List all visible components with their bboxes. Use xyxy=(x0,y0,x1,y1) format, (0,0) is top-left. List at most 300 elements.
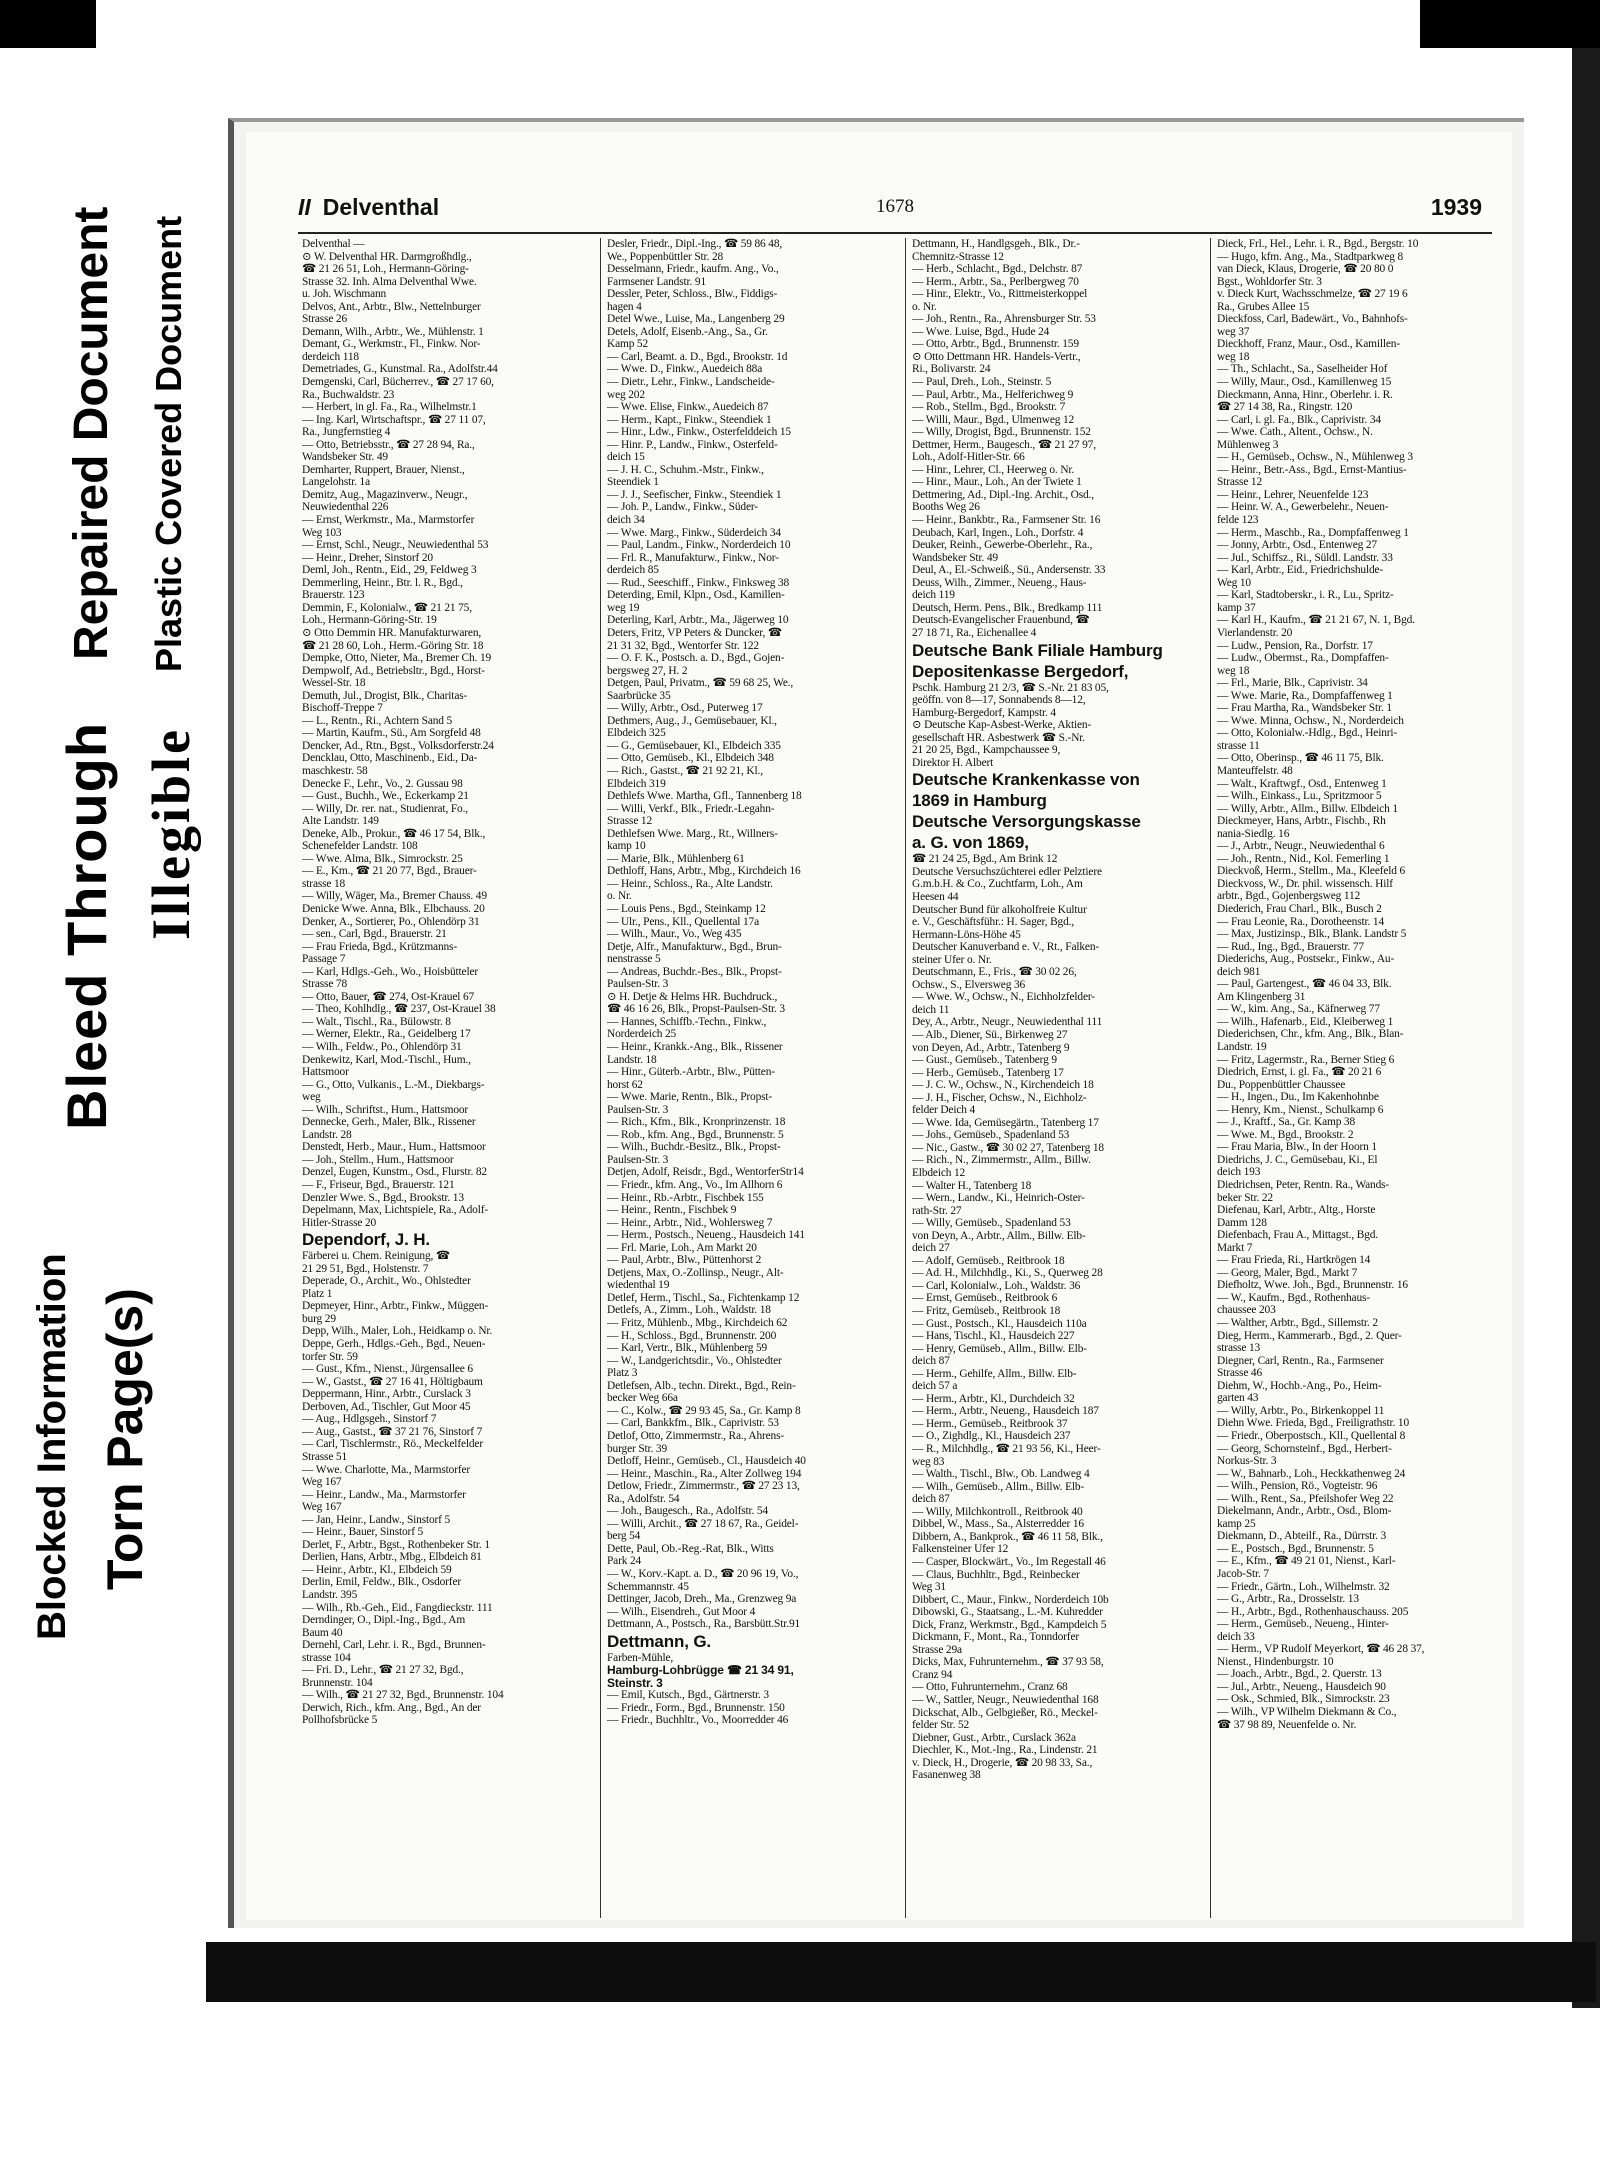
directory-entry-line: — Walter H., Tatenberg 18 xyxy=(912,1179,1032,1192)
directory-entry-line: — Hinr., Lehrer, Cl., Heerweg o. Nr. xyxy=(912,463,1075,476)
directory-heading: Depositenkasse Bergedorf, xyxy=(912,661,1129,681)
directory-entry-line: strasse 18 xyxy=(302,877,346,890)
directory-entry-line: Dethlefs Wwe. Martha, Gfl., Tannenberg 18 xyxy=(607,790,802,803)
directory-entry-line: — Friedr., Oberpostsch., Kll., Quellental 8 xyxy=(1217,1429,1406,1442)
directory-entry-line: Am Klingenberg 31 xyxy=(1217,990,1306,1003)
column-divider xyxy=(1210,238,1211,1918)
directory-entry-line: Diederichsen, Chr., kfm. Ang., Blk., Blan- xyxy=(1217,1028,1404,1041)
directory-entry-line: — Wwe. Alma, Blk., Simrockstr. 25 xyxy=(302,852,463,865)
directory-entry-line: — Otto, Fuhrunternehm., Cranz 68 xyxy=(912,1681,1068,1694)
directory-entry-line: wiedenthal 19 xyxy=(607,1279,670,1292)
directory-entry-line: ☎ 21 28 60, Loh., Herm.-Göring Str. 18 xyxy=(302,639,484,652)
directory-entry-line: Demuth, Jul., Drogist, Blk., Charitas- xyxy=(302,689,468,702)
directory-heading: a. G. von 1869, xyxy=(912,833,1029,853)
directory-entry-line: — Wwe. Elise, Finkw., Auedeich 87 xyxy=(607,401,769,414)
directory-entry-line: — Wwe. Cath., Altent., Ochsw., N. xyxy=(1217,426,1373,439)
directory-entry-line: Dettmer, Herm., Baugesch., ☎ 21 27 97, xyxy=(912,438,1096,451)
directory-heading: 1869 in Hamburg xyxy=(912,791,1047,811)
directory-entry-line: Strasse 51 xyxy=(302,1450,348,1463)
directory-entry-line: — Carl, i. gl. Fa., Blk., Caprivistr. 34 xyxy=(1217,413,1381,426)
directory-entry-line: Denzel, Eugen, Kunstm., Osd., Flurstr. 82 xyxy=(302,1166,487,1179)
plastic-covered-label: Plastic Covered Document xyxy=(148,215,189,672)
directory-entry-line: Detlof, Otto, Zimmermstr., Ra., Ahrens- xyxy=(607,1429,785,1442)
directory-entry-line: — Heinr., Landw., Ma., Marmstorfer xyxy=(302,1488,466,1501)
directory-entry-line: strasse 13 xyxy=(1217,1342,1261,1355)
directory-entry-line: Diefenbach, Frau A., Mittagst., Bgd. xyxy=(1217,1229,1379,1242)
directory-entry-line: Norkus-Str. 3 xyxy=(1217,1455,1277,1468)
directory-entry-line: weg 18 xyxy=(1217,664,1250,677)
directory-entry-line: Derboven, Ad., Tischler, Gut Moor 45 xyxy=(302,1400,471,1413)
directory-entry-line: Passage 7 xyxy=(302,953,346,966)
blocked-information-label: Blocked Information xyxy=(30,1253,74,1640)
directory-entry-line: — Paul, Arbtr., Ma., Helferichweg 9 xyxy=(912,388,1074,401)
directory-entry-line: — Herm., VP Rudolf Meyerkort, ☎ 46 28 37, xyxy=(1217,1643,1425,1656)
directory-entry-line: — Willy, Arbtr., Po., Birkenkoppel 11 xyxy=(1217,1404,1385,1417)
directory-entry-line: — W., Sattler, Neugr., Neuwiedenthal 168 xyxy=(912,1693,1099,1706)
directory-entry-line: berg 54 xyxy=(607,1530,641,1543)
directory-entry-line: Weg 167 xyxy=(302,1476,342,1489)
directory-heading: Dependorf, J. H. xyxy=(302,1230,430,1250)
directory-entry-line: — Hinr., Ldw., Finkw., Osterfelddeich 15 xyxy=(607,426,791,439)
directory-entry-line: — Wilh., Pension, Rö., Vogteistr. 96 xyxy=(1217,1480,1378,1493)
directory-entry-line: Fasanenweg 38 xyxy=(912,1769,981,1782)
illegible-label: Illegible xyxy=(141,727,201,940)
directory-entry-line: — Theo, Kohlhdlg., ☎ 237, Ost-Krauel 38 xyxy=(302,1003,496,1016)
directory-entry-line: — G., Arbtr., Ra., Drosselstr. 13 xyxy=(1217,1593,1359,1606)
header-page-number: 1678 xyxy=(876,196,914,217)
directory-entry-line: deich 87 xyxy=(912,1493,950,1506)
directory-entry-line: — J., Arbtr., Neugr., Neuwiedenthal 6 xyxy=(1217,840,1385,853)
directory-entry-line: becker Weg 66a xyxy=(607,1392,678,1405)
directory-entry-line: — Otto, Bauer, ☎ 274, Ost-Krauel 67 xyxy=(302,990,475,1003)
directory-entry-line: garten 43 xyxy=(1217,1392,1259,1405)
directory-entry-line: — Frau Leonie, Ra., Dorotheenstr. 14 xyxy=(1217,915,1385,928)
directory-entry-line: Detels, Adolf, Eisenb.-Ang., Sa., Gr. xyxy=(607,325,768,338)
directory-entry-line: Weg 167 xyxy=(302,1501,342,1514)
directory-entry-line: — Otto, Gemüseb., Kl., Elbdeich 348 xyxy=(607,752,774,765)
directory-entry-line: — H., Gemüseb., Ochsw., N., Mühlenweg 3 xyxy=(1217,451,1413,464)
directory-entry-line: Dethloff, Hans, Arbtr., Mbg., Kirchdeich 16 xyxy=(607,865,801,878)
directory-entry-line: Detlef, Herm., Tischl., Sa., Fichtenkamp 12 xyxy=(607,1291,800,1304)
directory-entry-line: Platz 3 xyxy=(607,1367,638,1380)
directory-entry-line: — Ernst, Schl., Neugr., Neuwiedenthal 53 xyxy=(302,539,489,552)
directory-entry-line: — Max, Justizinsp., Blk., Blank. Landstr 5 xyxy=(1217,928,1407,941)
directory-entry-line: Diederichs, Aug., Postsekr., Finkw., Au- xyxy=(1217,953,1395,966)
directory-entry-line: Ra., Jungfernstieg 4 xyxy=(302,426,391,439)
directory-entry-line: — Hinr., Elektr., Vo., Rittmeisterkoppel xyxy=(912,288,1088,301)
directory-entry-line: — Joh., Stellm., Hum., Hattsmoor xyxy=(302,1153,454,1166)
directory-entry-line: Dieckmann, Anna, Hinr., Oberlehr. i. R. xyxy=(1217,388,1393,401)
directory-entry-line: — Otto, Oberinsp., ☎ 46 11 75, Blk. xyxy=(1217,752,1384,765)
directory-entry-line: Brunnenstr. 104 xyxy=(302,1676,373,1689)
directory-entry-line: Deutscher Bund für alkoholfreie Kultur xyxy=(912,903,1087,916)
directory-entry-line: — Karl H., Kaufm., ☎ 21 21 67, N. 1, Bgd. xyxy=(1217,614,1415,627)
directory-entry-line: — Walt., Tischl., Ra., Bülowstr. 8 xyxy=(302,1015,451,1028)
directory-entry-line: Alte Landstr. 149 xyxy=(302,815,379,828)
directory-entry-line: — Emil, Kutsch., Bgd., Gärtnerstr. 3 xyxy=(607,1689,769,1702)
directory-entry-line: — Wilh., Schriftst., Hum., Hattsmoor xyxy=(302,1103,469,1116)
directory-entry-line: maschkestr. 58 xyxy=(302,764,368,777)
directory-entry-line: — Ernst, Gemüseb., Reitbrook 6 xyxy=(912,1292,1058,1305)
directory-entry-line: — Friedr., Buchhltr., Vo., Moorredder 46 xyxy=(607,1714,789,1727)
directory-entry-line: — Joh., Baugesch., Ra., Adolfstr. 54 xyxy=(607,1505,769,1518)
directory-entry-line: — Herm., Arbtr., Neueng., Hausdeich 187 xyxy=(912,1405,1099,1418)
directory-entry-line: — Rich., N., Zimmermstr., Allm., Billw. xyxy=(912,1154,1091,1167)
directory-entry-line: — Herm., Gemüseb., Neueng., Hinter- xyxy=(1217,1618,1389,1631)
directory-entry-line: — Karl, Hdlgs.-Geh., Wo., Hoisbütteler xyxy=(302,965,479,978)
directory-entry-line: — Alb., Diener, Sü., Birkenweg 27 xyxy=(912,1028,1068,1041)
directory-entry-line: — Ludw., Obermst., Ra., Dompfaffen- xyxy=(1217,652,1389,665)
directory-entry-line: — Wilh., Einkass., Lu., Spritzmoor 5 xyxy=(1217,790,1382,803)
directory-entry-line: Dethmers, Aug., J., Gemüsebauer, Kl., xyxy=(607,714,777,727)
directory-entry-line: Depelmann, Max, Lichtspiele, Ra., Adolf- xyxy=(302,1204,489,1217)
directory-entry-line: — Wilh., Hafenarb., Eid., Kleiberweg 1 xyxy=(1217,1015,1394,1028)
directory-entry-line: deich 27 xyxy=(912,1242,950,1255)
directory-entry-line: Landstr. 28 xyxy=(302,1128,352,1141)
directory-entry-line: Detje, Alfr., Manufakturw., Bgd., Brun- xyxy=(607,940,782,953)
directory-entry-line: ☎ 27 14 38, Ra., Ringstr. 120 xyxy=(1217,401,1353,414)
directory-entry-line: — Fritz, Mühlenb., Mbg., Kirchdeich 62 xyxy=(607,1317,788,1330)
directory-entry-line: Detgen, Paul, Privatm., ☎ 59 68 25, We., xyxy=(607,677,794,690)
directory-entry-line: — W., Bahnarb., Loh., Heckkathenweg 24 xyxy=(1217,1467,1406,1480)
directory-entry-line: — Rich., Kfm., Blk., Kronprinzenstr. 18 xyxy=(607,1116,786,1129)
directory-entry-line: — Hinr., Maur., Loh., An der Twiete 1 xyxy=(912,476,1082,489)
directory-entry-line: — Willy, Gemüseb., Spadenland 53 xyxy=(912,1217,1071,1230)
directory-entry-line: Denkewitz, Karl, Mod.-Tischl., Hum., xyxy=(302,1053,471,1066)
directory-entry-line: — F., Friseur, Bgd., Brauerstr. 121 xyxy=(302,1179,455,1192)
directory-entry-line: Dieckfoss, Carl, Badewärt., Vo., Bahnhofs- xyxy=(1217,313,1408,326)
directory-entry-line: Detjens, Max, O.-Zollinsp., Neugr., Alt- xyxy=(607,1266,784,1279)
directory-column-1 xyxy=(298,238,598,1918)
directory-entry-line: — J., Kraftf., Sa., Gr. Kamp 38 xyxy=(1217,1116,1356,1129)
directory-entry-line: Strasse 12 xyxy=(607,815,653,828)
directory-entry-line: deich 193 xyxy=(1217,1166,1261,1179)
directory-entry-line: Denicke Wwe. Anna, Blk., Elbchauss. 20 xyxy=(302,902,485,915)
directory-entry-line: — Heinr. W. A., Gewerbelehr., Neuen- xyxy=(1217,501,1389,514)
directory-entry-line: — J. J., Seefischer, Finkw., Steendiek 1 xyxy=(607,488,782,501)
directory-entry-line: Hamburg-Lohbrügge ☎ 21 34 91, xyxy=(607,1664,794,1677)
directory-entry-line: Denker, A., Sortierer, Po., Ohlendörp 31 xyxy=(302,915,480,928)
directory-entry-line: — Osk., Schmied, Blk., Simrockstr. 23 xyxy=(1217,1693,1390,1706)
directory-entry-line: Demmin, F., Kolonialw., ☎ 21 21 75, xyxy=(302,601,472,614)
directory-entry-line: Landstr. 19 xyxy=(1217,1041,1267,1053)
directory-entry-line: Platz 1 xyxy=(302,1287,333,1300)
directory-entry-line: — J. C. W., Ochsw., N., Kirchendeich 18 xyxy=(912,1079,1094,1092)
directory-entry-line: Strasse 26 xyxy=(302,313,348,326)
directory-entry-line: Deuss, Wilh., Zimmer., Neueng., Haus- xyxy=(912,576,1087,589)
directory-entry-line: von Deyn, A., Arbtr., Allm., Billw. Elb- xyxy=(912,1229,1086,1242)
directory-entry-line: Direktor H. Albert xyxy=(912,756,994,769)
directory-entry-line: van Dieck, Klaus, Drogerie, ☎ 20 80 0 xyxy=(1217,263,1394,276)
directory-entry-line: — Friedr., Form., Bgd., Brunnenstr. 150 xyxy=(607,1701,785,1714)
directory-heading: Dettmann, G. xyxy=(607,1631,711,1651)
directory-entry-line: — Andreas, Buchdr.-Bes., Blk., Propst- xyxy=(607,965,782,978)
directory-entry-line: — Frau Frieda, Ri., Hartkrögen 14 xyxy=(1217,1254,1371,1267)
directory-entry-line: Strasse 29a xyxy=(912,1643,962,1656)
directory-entry-line: felder Deich 4 xyxy=(912,1104,976,1117)
directory-entry-line: — Wwe. Minna, Ochsw., N., Norderdeich xyxy=(1217,714,1404,727)
directory-entry-line: Diechler, K., Mot.-Ing., Ra., Lindenstr. 21 xyxy=(912,1744,1098,1757)
directory-entry-line: — Fritz, Gemüseb., Reitbrook 18 xyxy=(912,1305,1061,1318)
directory-entry-line: Dibbern, A., Bankprok., ☎ 46 11 58, Blk., xyxy=(912,1530,1103,1543)
directory-entry-line: — Heinr., Bankbtr., Ra., Farmsener Str. 16 xyxy=(912,514,1101,527)
directory-entry-line: Dessler, Peter, Schloss., Blw., Fiddigs- xyxy=(607,288,778,301)
directory-entry-line: Diedrich, Ernst, i. gl. Fa., ☎ 20 21 6 xyxy=(1217,1066,1382,1079)
directory-entry-line: — Walth., Tischl., Blw., Ob. Landweg 4 xyxy=(912,1468,1090,1481)
directory-entry-line: — Ludw., Pension, Ra., Dorfstr. 17 xyxy=(1217,639,1373,652)
directory-entry-line: Dettmann, H., Handlgsgeh., Blk., Dr.- xyxy=(912,238,1080,250)
directory-entry-line: — Wern., Landw., Ki., Heinrich-Oster- xyxy=(912,1192,1085,1205)
directory-entry-line: — Frl. R., Manufakturw., Finkw., Nor- xyxy=(607,551,779,564)
directory-entry-line: — Willi, Verkf., Blk., Friedr.-Legahn- xyxy=(607,802,775,815)
directory-entry-line: — Marie, Blk., Mühlenberg 61 xyxy=(607,852,745,865)
directory-entry-line: Demitz, Aug., Magazinverw., Neugr., xyxy=(302,488,468,501)
directory-entry-line: — Willi, Archit., ☎ 27 18 67, Ra., Geidel- xyxy=(607,1517,799,1530)
directory-entry-line: Dempke, Otto, Nieter, Ma., Bremer Ch. 19 xyxy=(302,652,492,665)
directory-entry-line: — Herm., Gehilfe, Allm., Billw. Elb- xyxy=(912,1367,1077,1380)
directory-entry-line: ☎ 21 26 51, Loh., Hermann-Göring- xyxy=(302,263,469,276)
directory-entry-line: Dieckmeyer, Hans, Arbtr., Fischb., Rh xyxy=(1217,815,1386,828)
directory-entry-line: Elbdeich 319 xyxy=(607,777,666,790)
directory-entry-line: — Herm., Arbtr., Sa., Perlbergweg 70 xyxy=(912,275,1079,288)
directory-entry-line: Deterding, Emil, Klpn., Osd., Kamillen- xyxy=(607,589,785,602)
directory-entry-line: — C., Kolw., ☎ 29 93 45, Sa., Gr. Kamp 8 xyxy=(607,1404,801,1417)
directory-entry-line: ⊙ Deutsche Kap-Asbest-Werke, Aktien- xyxy=(912,719,1092,732)
directory-entry-line: Diegner, Carl, Rentn., Ra., Farmsener xyxy=(1217,1354,1384,1367)
directory-entry-line: Landstr. 395 xyxy=(302,1588,358,1601)
directory-entry-line: derdeich 85 xyxy=(607,564,659,577)
directory-entry-line: nenstrasse 5 xyxy=(607,953,661,966)
directory-entry-line: deich 15 xyxy=(607,451,645,464)
directory-entry-line: — H., Schloss., Bgd., Brunnenstr. 200 xyxy=(607,1329,777,1342)
directory-entry-line: Derwich, Rich., kfm. Ang., Bgd., An der xyxy=(302,1701,481,1714)
directory-entry-line: Pollhofsbrücke 5 xyxy=(302,1714,378,1727)
directory-entry-line: — Rud., Seeschiff., Finkw., Finksweg 38 xyxy=(607,576,790,589)
directory-entry-line: — W., Kaufm., Bgd., Rothenhaus- xyxy=(1217,1291,1370,1304)
directory-entry-line: Desler, Friedr., Dipl.-Ing., ☎ 59 86 48, xyxy=(607,238,783,250)
directory-entry-line: — Hans, Tischl., Kl., Hausdeich 227 xyxy=(912,1330,1075,1343)
directory-entry-line: weg 83 xyxy=(912,1455,945,1468)
directory-entry-line: — Hinr. P., Landw., Finkw., Osterfeld- xyxy=(607,438,778,451)
directory-entry-line: — Herm., Arbtr., Kl., Durchdeich 32 xyxy=(912,1392,1075,1405)
directory-entry-line: ☎ 37 98 89, Neuenfelde o. Nr. xyxy=(1217,1718,1357,1731)
directory-entry-line: Denstedt, Herb., Maur., Hum., Hattsmoor xyxy=(302,1141,486,1154)
directory-entry-line: Deneke, Alb., Prokur., ☎ 46 17 54, Blk., xyxy=(302,827,486,840)
directory-entry-line: weg 19 xyxy=(607,601,640,614)
directory-entry-line: Dencker, Ad., Rtn., Bgst., Volksdorferstr.24 xyxy=(302,739,494,752)
directory-entry-line: — Carl, Tischlermstr., Rö., Meckelfelder xyxy=(302,1438,483,1451)
directory-entry-line: Deubach, Karl, Ingen., Loh., Dorfstr. 4 xyxy=(912,526,1084,539)
directory-entry-line: — Wilh., Eisendreh., Gut Moor 4 xyxy=(607,1605,756,1618)
directory-entry-line: deich 57 a xyxy=(912,1380,958,1393)
directory-entry-line: Manteuffelstr. 48 xyxy=(1217,764,1293,777)
header-year: 1939 xyxy=(1430,194,1482,220)
directory-entry-line: — Nic., Gastw., ☎ 30 02 27, Tatenberg 18 xyxy=(912,1141,1104,1154)
directory-entry-line: Paulsen-Str. 3 xyxy=(607,1153,669,1166)
directory-entry-line: Elbdeich 325 xyxy=(607,727,666,740)
directory-entry-line: Deuker, Reinh., Gewerbe-Oberlehr., Ra., xyxy=(912,539,1093,552)
directory-entry-line: — Willy, Maur., Osd., Kamillenweg 15 xyxy=(1217,376,1392,389)
directory-entry-line: Weg 31 xyxy=(912,1581,946,1594)
directory-entry-line: — W., kim. Ang., Sa., Käfnerweg 77 xyxy=(1217,1003,1380,1016)
directory-entry-line: — Willy, Dr. rer. nat., Studienrat, Fo., xyxy=(302,802,468,815)
directory-entry-line: — Gust., Buchh., We., Eckerkamp 21 xyxy=(302,790,469,803)
directory-entry-line: Steinstr. 3 xyxy=(607,1676,663,1690)
directory-entry-line: Ra., Grubes Allee 15 xyxy=(1217,300,1310,313)
directory-entry-line: — Rich., Gastst., ☎ 21 92 21, Kl., xyxy=(607,764,763,777)
directory-entry-line: Deutscher Kanuverband e. V., Rt., Falken- xyxy=(912,941,1100,954)
directory-entry-line: — Wwe. W., Ochsw., N., Eichholzfelder- xyxy=(912,991,1095,1004)
directory-entry-line: Diekelmann, Andr., Arbtr., Osd., Blom- xyxy=(1217,1505,1392,1518)
directory-entry-line: Dibbert, C., Maur., Finkw., Norderdeich 10b xyxy=(912,1593,1109,1606)
directory-entry-line: hagen 4 xyxy=(607,300,642,313)
directory-entry-line: bergsweg 27, H. 2 xyxy=(607,664,688,677)
directory-entry-line: Park 24 xyxy=(607,1555,642,1568)
directory-entry-line: Dettmann, A., Postsch., Ra., Barsbütt.Str.91 xyxy=(607,1618,801,1631)
directory-entry-line: Wandsbeker Str. 49 xyxy=(912,551,998,564)
directory-entry-line: — Heinr., Rb.-Arbtr., Fischbek 155 xyxy=(607,1191,764,1204)
directory-entry-line: Derlien, Hans, Arbtr., Mbg., Elbdeich 81 xyxy=(302,1551,482,1564)
directory-entry-line: chaussee 203 xyxy=(1217,1304,1276,1317)
directory-entry-line: Weg 103 xyxy=(302,526,342,539)
directory-entry-line: — H., Arbtr., Bgd., Rothenhauschauss. 205 xyxy=(1217,1605,1409,1618)
directory-entry-line: gesellschaft HR. Asbestwerk ☎ S.-Nr. xyxy=(912,731,1085,744)
directory-entry-line: — R., Milchhdlg., ☎ 21 93 56, Ki., Heer- xyxy=(912,1443,1101,1456)
directory-entry-line: — G., Gemüsebauer, Kl., Elbdeich 335 xyxy=(607,739,781,752)
directory-entry-line: — Wilh., Feldw., Po., Ohlendörp 31 xyxy=(302,1041,462,1053)
directory-entry-line: Bgst., Wohldorfer Str. 3 xyxy=(1217,275,1322,288)
directory-entry-line: Detel Wwe., Luise, Ma., Langenberg 29 xyxy=(607,313,785,326)
directory-entry-line: weg 37 xyxy=(1217,325,1250,338)
directory-entry-line: — Frau Maria, Blw., In der Hoorn 1 xyxy=(1217,1141,1377,1154)
directory-entry-line: Damm 128 xyxy=(1217,1216,1267,1229)
directory-entry-line: u. Joh. Wischmann xyxy=(302,288,387,301)
directory-entry-line: Diederich, Frau Charl., Blk., Busch 2 xyxy=(1217,902,1382,915)
directory-entry-line: We., Poppenbüttler Str. 28 xyxy=(607,250,724,263)
directory-entry-line: — Heinr., Lehrer, Neuenfelde 123 xyxy=(1217,488,1369,501)
directory-entry-line: — Paul, Arbtr., Blw., Püttenhorst 2 xyxy=(607,1254,762,1267)
directory-entry-line: rath-Str. 27 xyxy=(912,1204,962,1217)
torn-pages-label: Torn Page(s) xyxy=(97,1288,153,1590)
directory-entry-line: Hamburg-Bergedorf, Kampstr. 4 xyxy=(912,706,1056,719)
directory-entry-line: Derlin, Emil, Feldw., Blk., Osdorfer xyxy=(302,1576,462,1589)
directory-entry-line: 27 18 71, Ra., Eichenallee 4 xyxy=(912,626,1037,639)
directory-entry-line: — Willy, Arbtr., Osd., Puterweg 17 xyxy=(607,702,763,715)
directory-entry-line: Detlefs, A., Zimm., Loh., Waldstr. 18 xyxy=(607,1304,771,1317)
directory-entry-line: — Werner, Elektr., Ra., Geidelberg 17 xyxy=(302,1028,471,1041)
directory-entry-line: Deutsche Versuchszüchterei edler Pelztiere xyxy=(912,865,1102,878)
directory-entry-line: deich 87 xyxy=(912,1355,950,1368)
directory-entry-line: — Frau Martha, Ra., Wandsbeker Str. 1 xyxy=(1217,702,1392,715)
directory-entry-line: Dieg, Herm., Kammerarb., Bgd., 2. Quer- xyxy=(1217,1329,1402,1342)
directory-entry-line: — Willy, Milchkontroll., Reitbrook 40 xyxy=(912,1505,1083,1518)
directory-entry-line: Diehm, W., Hochb.-Ang., Po., Heim- xyxy=(1217,1379,1382,1392)
directory-entry-line: Detlow, Friedr., Zimmermstr., ☎ 27 23 13, xyxy=(607,1480,800,1493)
directory-entry-line: o. Nr. xyxy=(912,300,937,313)
directory-column-3 xyxy=(908,238,1208,1918)
directory-entry-line: Dernehl, Carl, Lehr. i. R., Bgd., Brunnen- xyxy=(302,1639,486,1652)
directory-entry-line: — Paul, Dreh., Loh., Steinstr. 5 xyxy=(912,376,1052,389)
directory-entry-line: — Joh. P., Landw., Finkw., Süder- xyxy=(607,501,758,514)
directory-entry-line: Mühlenweg 3 xyxy=(1217,438,1279,451)
directory-entry-line: ⊙ W. Delventhal HR. Darmgroßhdlg., xyxy=(302,250,472,263)
scan-edge-top-right xyxy=(1420,0,1600,48)
directory-entry-line: ⊙ H. Detje & Helms HR. Buchdruck., xyxy=(607,990,778,1003)
directory-entry-line: — Heinr., Maschin., Ra., Alter Zollweg 194 xyxy=(607,1467,802,1480)
scan-edge-right xyxy=(1572,48,1600,2008)
directory-entry-line: v. Dieck, H., Drogerie, ☎ 20 98 33, Sa., xyxy=(912,1756,1093,1769)
directory-entry-line: ⊙ Otto Demmin HR. Manufakturwaren, xyxy=(302,626,482,639)
directory-entry-line: — Walt., Kraftwgf., Osd., Entenweg 1 xyxy=(1217,777,1387,790)
bleed-through-label: Bleed Through xyxy=(55,721,118,1130)
directory-entry-line: Diedrichsen, Peter, Rentn. Ra., Wands- xyxy=(1217,1179,1390,1192)
directory-entry-line: Loh., Hermann-Göring-Str. 19 xyxy=(302,614,437,627)
directory-entry-line: — J. H. C., Schuhm.-Mstr., Finkw., xyxy=(607,463,764,476)
column-divider xyxy=(905,238,906,1918)
directory-entry-line: weg 18 xyxy=(1217,350,1250,363)
directory-entry-line: Wandsbeker Str. 49 xyxy=(302,451,388,464)
directory-entry-line: Steendiek 1 xyxy=(607,476,659,489)
directory-entry-line: kamp 37 xyxy=(1217,601,1256,614)
directory-entry-line: 21 31 32, Bgd., Wentorfer Str. 122 xyxy=(607,639,759,652)
directory-entry-line: — sen., Carl, Bgd., Brauerstr. 21 xyxy=(302,928,447,941)
directory-entry-line: — Hannes, Schiffb.-Techn., Finkw., xyxy=(607,1015,767,1028)
directory-entry-line: — O. F. K., Postsch. a. D., Bgd., Gojen- xyxy=(607,652,785,665)
directory-entry-line: Paulsen-Str. 3 xyxy=(607,1103,669,1116)
directory-entry-line: — Claus, Buchhltr., Bgd., Reinbecker xyxy=(912,1568,1080,1581)
directory-entry-line: Derndinger, O., Dipl.-Ing., Bgd., Am xyxy=(302,1614,466,1627)
directory-entry-line: — E., Km., ☎ 21 20 77, Bgd., Brauer- xyxy=(302,865,477,878)
directory-entry-line: Depp, Wilh., Maler, Loh., Heidkamp o. Nr. xyxy=(302,1325,493,1338)
directory-entry-line: Deutschmann, E., Fris., ☎ 30 02 26, xyxy=(912,966,1077,979)
directory-entry-line: arbtr., Bgd., Gojenbergsweg 112 xyxy=(1217,890,1361,903)
directory-entry-line: — Otto, Kolonialw.-Hdlg., Bgd., Heinri- xyxy=(1217,727,1398,740)
directory-entry-line: Ochsw., S., Elversweg 36 xyxy=(912,978,1026,991)
directory-entry-line: — Fri. D., Lehr., ☎ 21 27 32, Bgd., xyxy=(302,1664,464,1677)
directory-entry-line: Jacob-Str. 7 xyxy=(1217,1567,1269,1580)
directory-entry-line: Diekmann, D., Abteilf., Ra., Dürrstr. 3 xyxy=(1217,1530,1387,1543)
directory-entry-line: Detloff, Heinr., Gemüseb., Cl., Hausdeich 40 xyxy=(607,1455,806,1468)
directory-entry-line: — E., Kfm., ☎ 49 21 01, Nienst., Karl- xyxy=(1217,1555,1396,1568)
directory-entry-line: — Herm., Postsch., Neueng., Hausdeich 141 xyxy=(607,1229,805,1242)
directory-entry-line: beker Str. 22 xyxy=(1217,1191,1273,1204)
directory-entry-line: Paulsen-Str. 3 xyxy=(607,978,669,991)
directory-entry-line: deich 33 xyxy=(1217,1630,1255,1643)
directory-entry-line: — Carl, Kolonialw., Loh., Waldstr. 36 xyxy=(912,1279,1081,1292)
directory-entry-line: Markt 7 xyxy=(1217,1241,1253,1254)
directory-entry-line: deich 981 xyxy=(1217,965,1261,978)
directory-entry-line: — Walther, Arbtr., Bgd., Sillemstr. 2 xyxy=(1217,1317,1378,1330)
directory-entry-line: Demant, G., Werkmstr., Fl., Finkw. Nor- xyxy=(302,338,481,351)
directory-entry-line: Vierlandenstr. 20 xyxy=(1217,626,1293,639)
directory-entry-line: — Dietr., Lehr., Finkw., Landscheide- xyxy=(607,376,775,389)
directory-entry-line: Dennecke, Gerh., Maler, Blk., Rissener xyxy=(302,1116,476,1129)
directory-entry-line: — Heinr., Arbtr., Kl., Elbdeich 59 xyxy=(302,1563,452,1576)
directory-entry-line: — Heinr., Schloss., Ra., Alte Landstr. xyxy=(607,877,773,890)
directory-entry-line: — Wwe. Marie, Ra., Dompfaffenweg 1 xyxy=(1217,689,1393,702)
directory-entry-line: — Wwe. Ida, Gemüsegärtn., Tatenberg 17 xyxy=(912,1116,1099,1129)
directory-entry-line: — J. H., Fischer, Ochsw., N., Eichholz- xyxy=(912,1091,1087,1104)
directory-entry-line: Hattsmoor xyxy=(302,1066,349,1079)
directory-entry-line: Detjen, Adolf, Reisdr., Bgd., WentorferStr14 xyxy=(607,1166,804,1179)
directory-entry-line: Färberei u. Chem. Reinigung, ☎ xyxy=(302,1250,450,1263)
directory-entry-line: Diehn Wwe. Frieda, Bgd., Freiligrathstr. 10 xyxy=(1217,1417,1410,1430)
directory-entry-line: — Herb., Schlacht., Bgd., Delchstr. 87 xyxy=(912,263,1083,276)
directory-entry-line: Deutsch-Evangelischer Frauenbund, ☎ xyxy=(912,614,1090,627)
directory-entry-line: — Herb., Gemüseb., Tatenberg 17 xyxy=(912,1066,1064,1079)
directory-entry-line: Langelohstr. 1a xyxy=(302,476,370,489)
directory-entry-line: deich 34 xyxy=(607,514,645,527)
